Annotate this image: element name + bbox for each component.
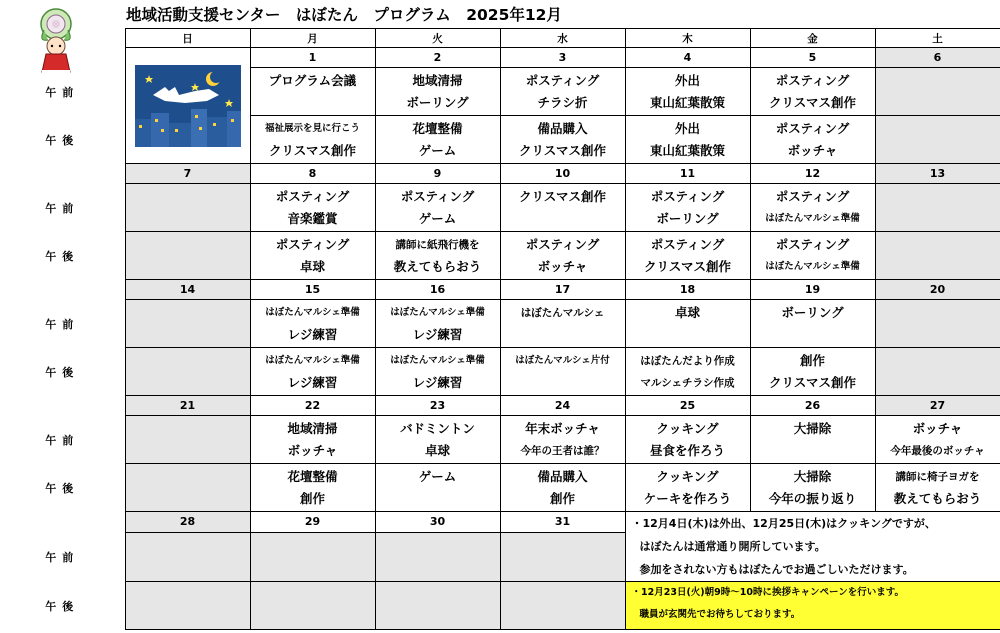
slot-row-pm <box>0 348 1000 396</box>
program-line <box>501 324 625 346</box>
program-line: 大掃除 <box>793 468 832 484</box>
program-line: ゲーム <box>418 468 457 484</box>
program-line: ゲーム <box>418 210 457 226</box>
program-line: 地域清掃 <box>412 72 463 88</box>
program-line: 東山紅葉散策 <box>649 94 725 110</box>
date-cell: 11 <box>625 164 750 184</box>
slot-label-am: 午前 <box>45 317 80 331</box>
program-entry <box>251 464 375 511</box>
program-entry <box>376 68 500 115</box>
program-entry <box>751 184 875 231</box>
program-cell <box>375 416 500 464</box>
program-cell <box>500 232 625 280</box>
program-cell <box>750 232 875 280</box>
date-cell: 9 <box>375 164 500 184</box>
program-line: 今年の振り返り <box>768 490 857 506</box>
date-cell: 13 <box>875 164 1000 184</box>
slot-label-pm: 午後 <box>45 481 80 495</box>
program-line: ゲーム <box>418 142 457 158</box>
weekday-header: 土 <box>875 29 1000 48</box>
program-line: ポスティング <box>775 120 850 136</box>
program-line: 地域清掃 <box>287 420 338 436</box>
program-cell <box>750 68 875 116</box>
program-line: 音楽鑑賞 <box>287 210 338 226</box>
program-cell <box>625 184 750 232</box>
date-cell: 1 <box>250 48 375 68</box>
program-cell <box>875 348 1000 396</box>
program-cell <box>375 532 500 581</box>
program-line: クリスマス創作 <box>268 142 356 158</box>
program-cell <box>500 300 625 348</box>
program-cell <box>250 532 375 581</box>
program-line: ケーキを作ろう <box>643 490 732 506</box>
program-cell <box>875 232 1000 280</box>
weekday-header-row <box>0 29 1000 48</box>
program-cell <box>250 116 375 164</box>
program-entry <box>501 116 625 163</box>
program-line: ポスティング <box>775 188 850 204</box>
program-entry <box>626 68 750 115</box>
slot-label-am: 午前 <box>45 433 80 447</box>
slot-row-am <box>0 300 1000 348</box>
date-row <box>0 164 1000 184</box>
program-cell <box>375 184 500 232</box>
program-line <box>501 208 625 230</box>
program-cell <box>500 116 625 164</box>
date-row <box>0 48 1000 68</box>
program-cell <box>375 232 500 280</box>
program-line: クリスマス創作 <box>518 188 606 204</box>
program-cell <box>375 348 500 396</box>
program-cell <box>750 300 875 348</box>
program-cell <box>625 300 750 348</box>
program-cell <box>875 300 1000 348</box>
program-line: ポスティング <box>775 72 850 88</box>
weekday-header: 水 <box>500 29 625 48</box>
program-cell <box>750 184 875 232</box>
program-entry <box>876 416 1000 463</box>
program-line <box>626 324 750 346</box>
program-entry <box>751 116 875 163</box>
date-cell: 29 <box>250 512 375 533</box>
program-entry <box>626 232 750 279</box>
program-cell <box>375 300 500 348</box>
program-line: ポスティング <box>400 188 475 204</box>
date-cell: 25 <box>625 396 750 416</box>
program-cell <box>125 300 250 348</box>
program-entry <box>251 184 375 231</box>
program-line: 備品購入 <box>537 468 588 484</box>
program-entry <box>626 348 750 395</box>
program-line: 卓球 <box>674 304 700 320</box>
slot-label-pm: 午後 <box>45 249 80 263</box>
program-line: 外出 <box>674 72 700 88</box>
program-cell <box>875 184 1000 232</box>
program-line: 今年最後のボッチャ <box>890 444 985 457</box>
date-cell: 15 <box>250 280 375 300</box>
program-line: ポスティング <box>275 188 350 204</box>
slot-row-pm <box>0 464 1000 512</box>
program-line: はぼたんマルシェ <box>520 306 605 319</box>
program-entry <box>626 184 750 231</box>
program-cell <box>500 582 625 630</box>
program-entry <box>376 300 500 347</box>
program-cell <box>500 68 625 116</box>
program-line: ボッチャ <box>912 420 963 436</box>
date-row <box>0 396 1000 416</box>
slot-row-am <box>0 416 1000 464</box>
program-entry <box>876 464 1000 511</box>
program-line <box>751 324 875 346</box>
program-line: 創作 <box>299 490 325 506</box>
date-cell: 7 <box>125 164 250 184</box>
slot-label-pm: 午後 <box>45 133 80 147</box>
program-entry <box>751 68 875 115</box>
program-cell <box>500 184 625 232</box>
program-line: はぼたんだより作成 <box>640 354 735 367</box>
corner-blank <box>0 29 125 48</box>
program-cell <box>625 348 750 396</box>
program-calendar <box>0 28 1000 630</box>
slot-row-am <box>0 184 1000 232</box>
date-cell: 26 <box>750 396 875 416</box>
program-line: 今年の王者は誰？ <box>520 444 605 457</box>
program-line: クリスマス創作 <box>768 94 856 110</box>
program-line <box>251 92 375 114</box>
program-entry <box>501 416 625 463</box>
program-entry <box>751 348 875 395</box>
weekday-header: 日 <box>125 29 250 48</box>
program-line: マルシェチラシ作成 <box>640 376 735 389</box>
page-title: 地域活動支援センター はぼたん プログラム 2025年12月 <box>126 6 562 24</box>
program-line: 講師に椅子ヨガを <box>895 470 980 483</box>
program-cell <box>875 68 1000 116</box>
program-cell <box>625 416 750 464</box>
program-line: 教えてもらおう <box>393 258 482 274</box>
date-row-blank <box>0 280 125 300</box>
program-cell <box>250 300 375 348</box>
program-line: はぼたんマルシェ準備 <box>265 354 360 366</box>
program-line: 昼食を作ろう <box>649 442 725 458</box>
date-cell: 2 <box>375 48 500 68</box>
program-line: 大掃除 <box>793 420 832 436</box>
slot-row-pm <box>0 582 1000 630</box>
slot-label-am: 午前 <box>45 85 80 99</box>
program-entry <box>251 300 375 347</box>
program-line: ポスティング <box>525 236 600 252</box>
date-row-blank <box>0 48 125 68</box>
program-line: ボッチャ <box>537 258 588 274</box>
program-entry <box>376 232 500 279</box>
program-cell <box>750 416 875 464</box>
program-line: クリスマス創作 <box>643 258 731 274</box>
notice-box <box>625 512 1000 582</box>
program-line: 講師に紙飛行機を <box>395 238 480 251</box>
program-line: 花壇整備 <box>287 468 338 484</box>
date-cell: 24 <box>500 396 625 416</box>
date-cell: 17 <box>500 280 625 300</box>
date-cell: 10 <box>500 164 625 184</box>
program-entry <box>626 464 750 511</box>
santa-sleigh-icon <box>135 65 241 147</box>
program-line <box>376 488 500 510</box>
program-line <box>751 440 875 462</box>
program-cell <box>750 116 875 164</box>
program-cell <box>875 416 1000 464</box>
slot-label-pm: 午後 <box>45 599 80 613</box>
program-entry <box>251 232 375 279</box>
program-line: ポスティング <box>650 188 725 204</box>
weekday-header: 火 <box>375 29 500 48</box>
date-cell: 14 <box>125 280 250 300</box>
program-entry <box>501 464 625 511</box>
notice-line: 参加をされない方もはぼたんでお過ごしいただけます。 <box>639 563 914 576</box>
program-cell <box>500 464 625 512</box>
program-line: 卓球 <box>299 258 325 274</box>
date-row <box>0 512 1000 533</box>
slot-row-pm <box>0 232 1000 280</box>
program-entry <box>376 348 500 395</box>
date-cell: 21 <box>125 396 250 416</box>
program-cell <box>125 416 250 464</box>
program-entry <box>501 300 625 347</box>
program-entry <box>251 116 375 163</box>
program-entry <box>501 184 625 231</box>
program-cell <box>375 116 500 164</box>
date-cell: 18 <box>625 280 750 300</box>
date-cell: 27 <box>875 396 1000 416</box>
program-entry <box>751 416 875 463</box>
date-row <box>0 280 1000 300</box>
date-row-blank <box>0 512 125 533</box>
program-entry <box>251 348 375 395</box>
program-line: 年末ボッチャ <box>525 420 600 436</box>
program-line: 外出 <box>674 120 700 136</box>
program-line: 東山紅葉散策 <box>649 142 725 158</box>
program-line: クリスマス創作 <box>768 374 856 390</box>
program-cell <box>125 232 250 280</box>
program-line: 創作 <box>799 352 825 368</box>
program-entry <box>376 184 500 231</box>
program-line: ポスティング <box>650 236 725 252</box>
program-line: 卓球 <box>424 442 450 458</box>
program-cell <box>625 68 750 116</box>
program-line <box>501 372 625 394</box>
program-entry <box>626 116 750 163</box>
program-entry <box>751 232 875 279</box>
program-entry <box>751 300 875 347</box>
program-line: 創作 <box>549 490 575 506</box>
date-cell: 8 <box>250 164 375 184</box>
program-cell <box>250 232 375 280</box>
program-cell <box>625 464 750 512</box>
date-cell: 6 <box>875 48 1000 68</box>
santa-sleigh-image <box>125 48 250 164</box>
program-line: はぼたんマルシェ片付 <box>515 354 610 366</box>
program-cell <box>750 464 875 512</box>
notice-line: ・12月4日(木)は外出、12月25日(木)はクッキングですが、 <box>631 517 936 530</box>
program-entry <box>501 232 625 279</box>
date-row-blank <box>0 164 125 184</box>
program-line: チラシ折 <box>537 94 588 110</box>
program-cell <box>875 116 1000 164</box>
program-cell <box>125 464 250 512</box>
program-line: 教えてもらおう <box>893 490 982 506</box>
program-line: クッキング <box>656 420 719 436</box>
program-cell <box>125 184 250 232</box>
program-cell <box>500 416 625 464</box>
program-cell <box>875 464 1000 512</box>
program-entry <box>501 348 625 395</box>
program-line: ボッチャ <box>787 142 838 158</box>
program-cell <box>375 464 500 512</box>
program-entry <box>501 68 625 115</box>
highlight-notice-line: ・12月23日(火)朝9時～10時に挨拶キャンペーンを行います。 <box>631 587 905 598</box>
program-line: レジ練習 <box>412 326 463 342</box>
program-line: はぼたんマルシェ準備 <box>390 354 485 366</box>
program-cell <box>125 532 250 581</box>
weekday-header: 月 <box>250 29 375 48</box>
date-cell: 4 <box>625 48 750 68</box>
date-cell: 12 <box>750 164 875 184</box>
date-cell: 16 <box>375 280 500 300</box>
date-cell: 22 <box>250 396 375 416</box>
program-cell <box>250 464 375 512</box>
program-entry <box>751 464 875 511</box>
date-cell: 23 <box>375 396 500 416</box>
program-line: ボーリング <box>406 94 469 110</box>
program-cell <box>250 348 375 396</box>
program-cell <box>500 348 625 396</box>
date-row-blank <box>0 396 125 416</box>
slot-label-am: 午前 <box>45 201 80 215</box>
program-cell <box>250 582 375 630</box>
program-line: クッキング <box>656 468 719 484</box>
slot-label-am: 午前 <box>45 550 80 564</box>
program-cell <box>250 68 375 116</box>
program-cell <box>375 582 500 630</box>
program-line: レジ練習 <box>287 326 338 342</box>
weekday-header: 木 <box>625 29 750 48</box>
program-line: ポスティング <box>275 236 350 252</box>
date-cell: 28 <box>125 512 250 533</box>
program-line: はぼたんマルシェ準備 <box>390 306 485 318</box>
program-line: はぼたんマルシェ準備 <box>765 260 860 272</box>
date-cell: 5 <box>750 48 875 68</box>
program-line: レジ練習 <box>287 374 338 390</box>
program-entry <box>626 416 750 463</box>
program-cell <box>125 348 250 396</box>
program-cell <box>625 232 750 280</box>
program-cell <box>500 532 625 581</box>
program-cell <box>250 416 375 464</box>
program-line: はぼたんマルシェ準備 <box>765 212 860 224</box>
date-cell: 20 <box>875 280 1000 300</box>
program-entry <box>626 300 750 347</box>
program-line: ボーリング <box>781 304 844 320</box>
date-cell: 3 <box>500 48 625 68</box>
highlight-notice-box <box>625 582 1000 630</box>
date-cell: 30 <box>375 512 500 533</box>
date-cell: 31 <box>500 512 625 533</box>
program-line: 福祉展示を見に行こう <box>264 122 360 134</box>
program-entry <box>376 416 500 463</box>
program-line: バドミントン <box>400 420 475 436</box>
program-line: クリスマス創作 <box>518 142 606 158</box>
slot-label-pm: 午後 <box>45 365 80 379</box>
weekday-header: 金 <box>750 29 875 48</box>
program-line: ポスティング <box>775 236 850 252</box>
program-cell <box>125 582 250 630</box>
program-cell <box>375 68 500 116</box>
program-cell <box>750 348 875 396</box>
program-line: ポスティング <box>525 72 600 88</box>
program-line: 花壇整備 <box>412 120 463 136</box>
program-line: はぼたんマルシェ準備 <box>265 306 360 318</box>
program-entry <box>251 416 375 463</box>
program-entry <box>376 116 500 163</box>
program-entry <box>251 68 375 115</box>
program-line: レジ練習 <box>412 374 463 390</box>
program-line: プログラム会議 <box>268 72 357 88</box>
program-line: ボーリング <box>656 210 719 226</box>
program-line: 備品購入 <box>537 120 588 136</box>
program-cell <box>250 184 375 232</box>
program-cell <box>625 116 750 164</box>
date-cell: 19 <box>750 280 875 300</box>
highlight-notice-line: 職員が玄関先でお待ちしております。 <box>639 609 801 620</box>
notice-line: はぼたんは通常通り開所しています。 <box>639 540 826 553</box>
program-entry <box>376 464 500 511</box>
program-line: ボッチャ <box>287 442 338 458</box>
